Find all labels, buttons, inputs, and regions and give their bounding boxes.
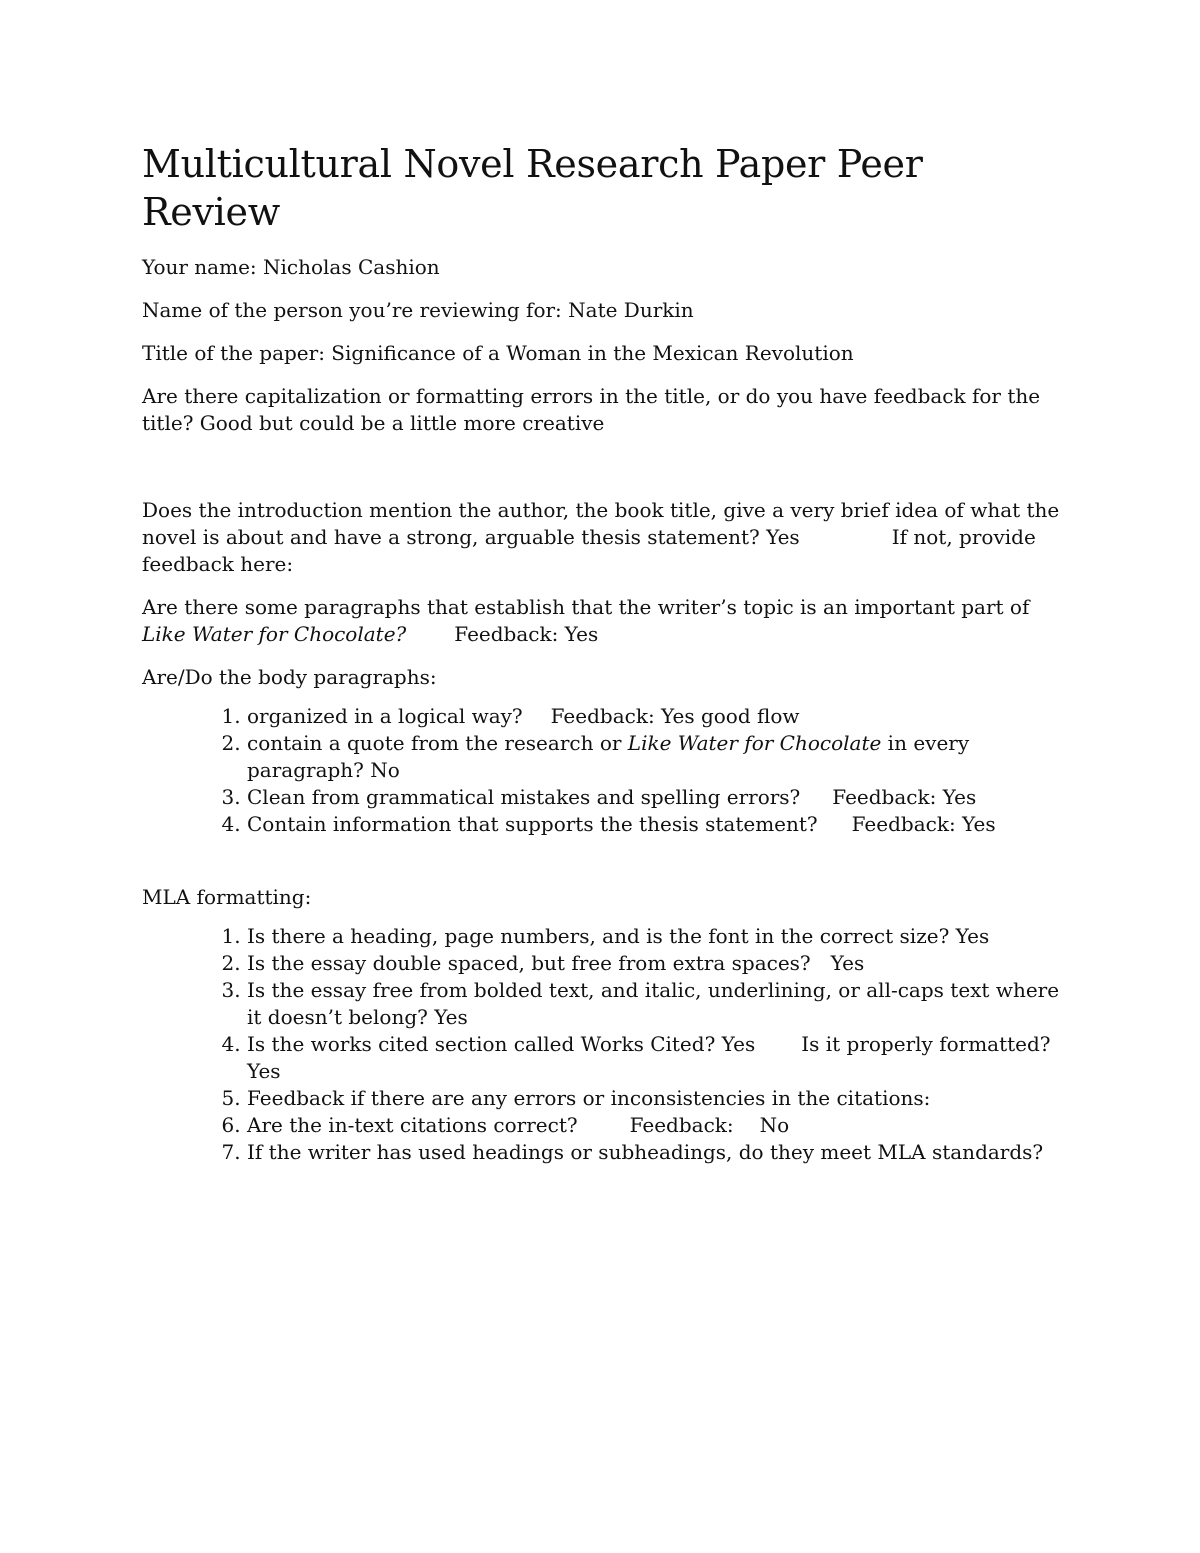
book-title: Like Water for Chocolate? [142, 622, 407, 646]
book-title: Like Water for Chocolate [627, 731, 882, 755]
list-item-text: Clean from grammatical mistakes and spelling errors? [247, 785, 801, 809]
title-question: Are there capitalization or formatting errors in the title, or do you have feedback for the title? Good but could be a little more creative [142, 384, 1041, 435]
list-item-followup: Is it properly formatted? Yes [247, 1032, 1051, 1083]
paper-title-line: Title of the paper: Significance of a Woman in the Mexican Revolution [142, 341, 854, 365]
document-title: Multicultural Novel Research Paper Peer Review [142, 142, 923, 234]
intro-followup-text: If not, provide feedback here: [142, 525, 1036, 576]
blank-space [142, 854, 1072, 884]
list-item [247, 811, 1072, 838]
list-item: 7. If the writer has used headings or subheadings, do they meet MLA standards? [247, 1139, 1072, 1166]
list-item-text: Are the in-text citations correct? [247, 1113, 578, 1137]
mla-heading: MLA formatting: [142, 885, 312, 909]
list-item-text-end: in every paragraph? No [247, 731, 970, 782]
reviewee-line: Name of the person you’re reviewing for: Nate Durkin [142, 298, 694, 322]
list-item [247, 703, 1072, 730]
list-item [247, 730, 1072, 784]
list-item: 3. Is the essay free from bolded text, and italic, underlining, or all-caps text where it doesn’t belong? Yes [247, 977, 1072, 1031]
list-item [247, 1031, 1072, 1085]
body-paragraph-checklist [142, 703, 1072, 838]
list-item [247, 784, 1072, 811]
list-item: 5. Feedback if there are any errors or inconsistencies in the citations: [247, 1085, 1072, 1112]
topic-feedback: Feedback: Yes [454, 622, 599, 646]
list-item: 1. Is there a heading, page numbers, and is the font in the correct size? Yes [247, 923, 1072, 950]
body-heading: Are/Do the body paragraphs: [142, 665, 437, 689]
list-item-text: contain a quote from the research or [247, 731, 628, 755]
list-item-answer: No [759, 1113, 790, 1137]
list-item-feedback: Feedback: Yes good flow [550, 704, 800, 728]
topic-question-text: Are there some paragraphs that establish that the writer’s topic is an important part of [142, 595, 1030, 619]
intro-question-text: Does the introduction mention the author, the book title, give a very brief idea of what the novel is about and have a strong, arguable thesis statement? Yes [142, 498, 1060, 549]
list-item-answer: Yes [830, 951, 865, 975]
blank-space [142, 453, 1072, 497]
list-item-feedback: Feedback: Yes [851, 812, 996, 836]
document-content [142, 140, 1072, 1182]
mla-checklist [142, 923, 1072, 1166]
list-item-text: Is the works cited section called Works Cited? Yes [247, 1032, 756, 1056]
list-item-feedback: Feedback: [629, 1113, 734, 1137]
list-item-text: organized in a logical way? [247, 704, 523, 728]
list-item-text: Contain information that supports the thesis statement? [247, 812, 818, 836]
intro-question [142, 497, 1072, 578]
topic-question [142, 594, 1072, 648]
list-item [247, 1112, 1072, 1139]
list-item [247, 950, 1072, 977]
list-item-text: Is the essay double spaced, but free from extra spaces? [247, 951, 811, 975]
your-name-line: Your name: Nicholas Cashion [142, 255, 440, 279]
list-item-feedback: Feedback: Yes [832, 785, 977, 809]
